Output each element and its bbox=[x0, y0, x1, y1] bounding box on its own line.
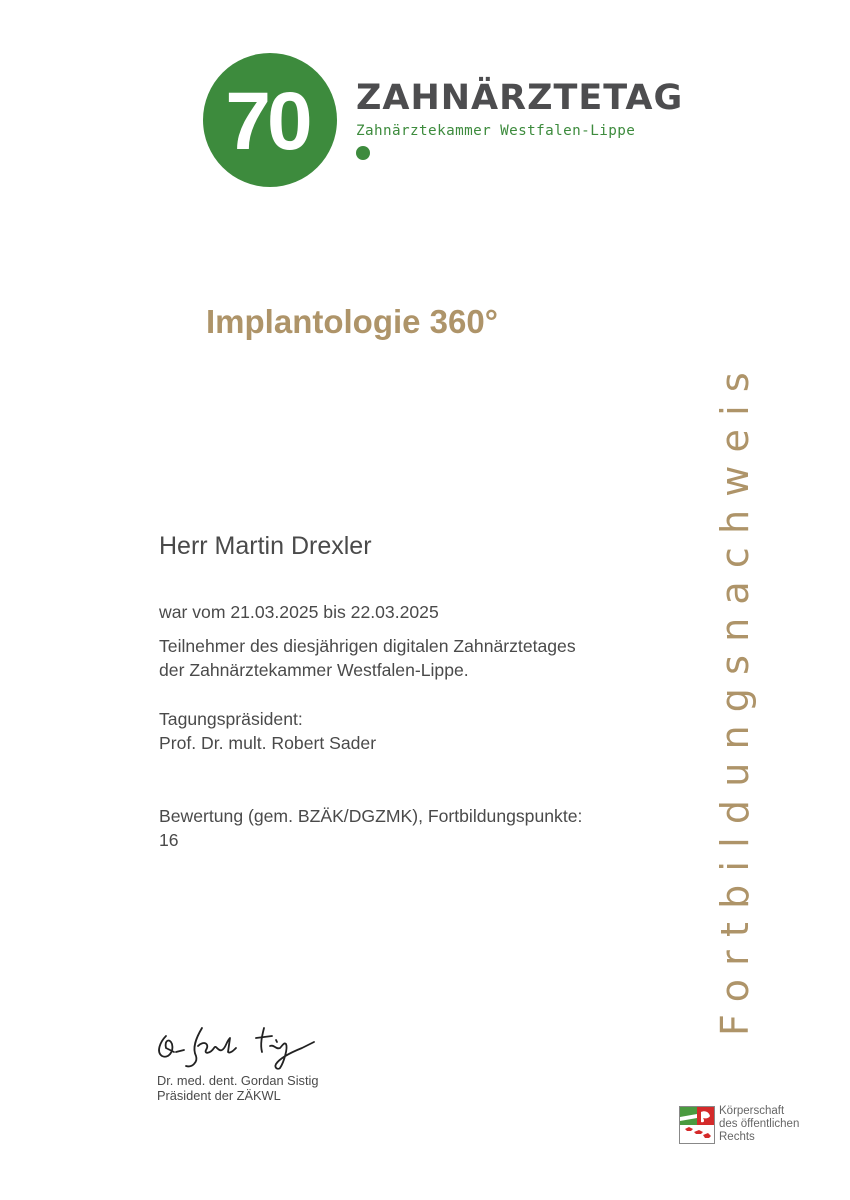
anniversary-logo-circle bbox=[203, 53, 337, 187]
public-body-line-3: Rechts bbox=[719, 1131, 755, 1143]
side-title-vertical: Fortbildungsnachweis bbox=[713, 359, 757, 1036]
public-body-line-1: Körperschaft bbox=[719, 1105, 785, 1117]
rating-label: Bewertung (gem. BZÄK/DGZMK), Fortbildungspunkte: bbox=[159, 806, 583, 826]
signer-role: Präsident der ZÄKWL bbox=[157, 1088, 281, 1103]
attendance-line-chamber: der Zahnärztekammer Westfalen-Lippe. bbox=[159, 660, 469, 680]
rating-points: 16 bbox=[159, 830, 179, 850]
signer-name: Dr. med. dent. Gordan Sistig bbox=[157, 1073, 319, 1088]
president-name: Prof. Dr. mult. Robert Sader bbox=[159, 733, 377, 753]
course-title: Implantologie 360° bbox=[206, 303, 498, 340]
attendance-dates: war vom 21.03.2025 bis 22.03.2025 bbox=[159, 602, 439, 622]
handwritten-signature bbox=[152, 1018, 322, 1073]
president-label: Tagungspräsident: bbox=[159, 709, 303, 729]
recipient-name: Herr Martin Drexler bbox=[159, 532, 372, 560]
nrw-coat-of-arms-icon bbox=[679, 1106, 715, 1144]
logo-title: ZAHNÄRZTETAG bbox=[356, 78, 684, 118]
logo-subtitle: Zahnärztekammer Westfalen-Lippe bbox=[356, 123, 636, 139]
attendance-line-participant: Teilnehmer des diesjährigen digitalen Zahnärztetages bbox=[159, 636, 576, 656]
public-body-line-2: des öffentlichen bbox=[719, 1118, 800, 1130]
public-body-notice bbox=[719, 1105, 799, 1144]
logo-number: 70 bbox=[225, 76, 309, 167]
logo-dot bbox=[356, 146, 370, 160]
